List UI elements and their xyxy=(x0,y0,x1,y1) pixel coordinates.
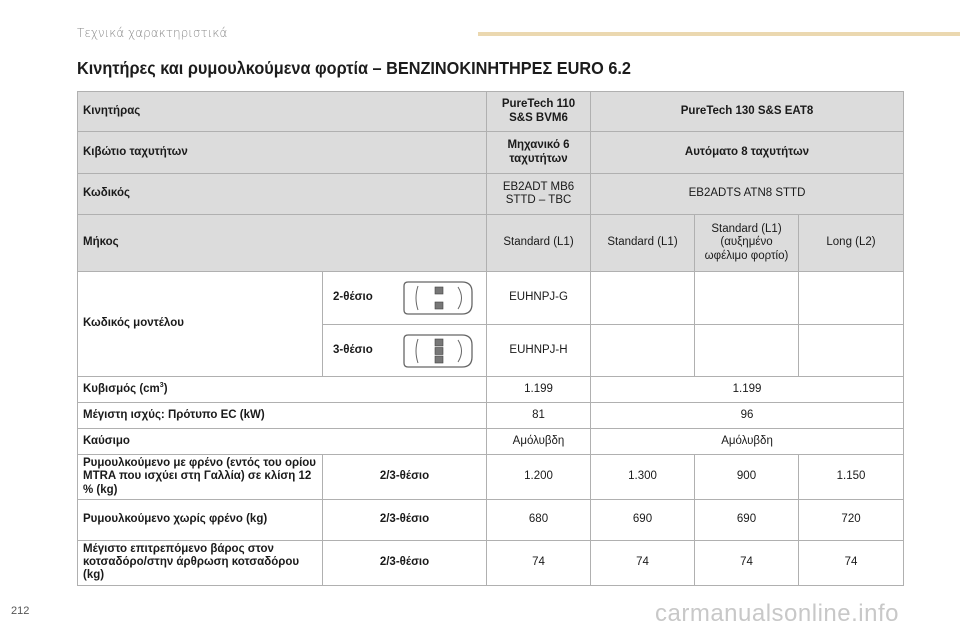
empty-cell xyxy=(799,272,904,325)
braked-value: 1.150 xyxy=(799,455,904,500)
braked-value: 900 xyxy=(695,455,799,500)
header-accent-bar xyxy=(478,32,960,36)
table-row xyxy=(78,132,904,174)
table-row xyxy=(78,403,904,429)
page-number: 212 xyxy=(11,605,30,617)
length-value-4: Long (L2) xyxy=(799,215,904,272)
table-row xyxy=(78,500,904,541)
seat3-value: EUHNPJ-H xyxy=(487,325,591,377)
model-code-label: Κωδικός μοντέλου xyxy=(78,272,323,377)
empty-cell xyxy=(591,325,695,377)
empty-cell xyxy=(695,325,799,377)
power-label: Μέγιστη ισχύς: Πρότυπο EC (kW) xyxy=(78,403,487,429)
table-row xyxy=(78,541,904,586)
engine-value-2: PureTech 130 S&S EAT8 xyxy=(591,92,904,132)
table-row xyxy=(78,92,904,132)
length-label: Μήκος xyxy=(78,215,487,272)
table-row xyxy=(78,174,904,215)
noseweight-seats: 2/3-θέσιο xyxy=(323,541,487,586)
table-row xyxy=(78,429,904,455)
displacement-label: Κυβισμός $(cm^3)$ xyxy=(78,377,487,403)
empty-cell xyxy=(591,272,695,325)
seat2-label: 2-θέσιο xyxy=(333,291,373,304)
section-title: Τεχνικά χαρακτηριστικά xyxy=(77,26,228,40)
engine-value-1: PureTech 110 S&S BVM6 xyxy=(487,92,591,132)
unbraked-value: 720 xyxy=(799,500,904,541)
gearbox-value-1: Μηχανικό 6 ταχυτήτων xyxy=(487,132,591,174)
noseweight-value: 74 xyxy=(487,541,591,586)
braked-value: 1.300 xyxy=(591,455,695,500)
table-row xyxy=(78,377,904,403)
seat2-value: EUHNPJ-G xyxy=(487,272,591,325)
gearbox-value-2: Αυτόματο 8 ταχυτήτων xyxy=(591,132,904,174)
code-value-2: EB2ADTS ATN8 STTD xyxy=(591,174,904,215)
watermark: carmanualsonline.info xyxy=(655,600,899,627)
van-2-seat-icon xyxy=(402,278,474,318)
engine-label: Κινητήρας xyxy=(78,92,487,132)
unbraked-value: 690 xyxy=(695,500,799,541)
noseweight-value: 74 xyxy=(591,541,695,586)
seat3-label: 3-θέσιο xyxy=(333,343,373,356)
table-row xyxy=(78,455,904,500)
page-title: Κινητήρες και ρυμουλκούμενα φορτία – ΒΕΝΖΙΝΟΚΙΝΗΤΗΡΕΣ EURO 6.2 xyxy=(77,58,631,78)
table-row xyxy=(78,215,904,272)
braked-label: Ρυμουλκούμενο με φρένο (εντός του ορίου MTRA που ισχύει στη Γαλλία) σε κλίση 12 % (kg) xyxy=(78,455,323,500)
length-value-3: Standard (L1) (αυξημένο ωφέλιμο φορτίο) xyxy=(695,215,799,272)
engines-table xyxy=(77,91,904,586)
braked-seats: 2/3-θέσιο xyxy=(323,455,487,500)
unbraked-seats: 2/3-θέσιο xyxy=(323,500,487,541)
length-value-2: Standard (L1) xyxy=(591,215,695,272)
gearbox-label: Κιβώτιο ταχυτήτων xyxy=(78,132,487,174)
power-value-1: 81 xyxy=(487,403,591,429)
code-label: Κωδικός xyxy=(78,174,487,215)
unbraked-value: 690 xyxy=(591,500,695,541)
fuel-value-2: Αμόλυβδη xyxy=(591,429,904,455)
displacement-value-1: 1.199 xyxy=(487,377,591,403)
noseweight-value: 74 xyxy=(799,541,904,586)
empty-cell xyxy=(799,325,904,377)
braked-value: 1.200 xyxy=(487,455,591,500)
empty-cell xyxy=(695,272,799,325)
noseweight-value: 74 xyxy=(695,541,799,586)
code-value-1: EB2ADT MB6 STTD – TBC xyxy=(487,174,591,215)
seat2-layout xyxy=(323,278,486,318)
unbraked-label: Ρυμουλκούμενο χωρίς φρένο (kg) xyxy=(78,500,323,541)
van-3-seat-icon xyxy=(402,331,474,371)
table-row xyxy=(78,272,904,325)
power-value-2: 96 xyxy=(591,403,904,429)
length-value-1: Standard (L1) xyxy=(487,215,591,272)
fuel-value-1: Αμόλυβδη xyxy=(487,429,591,455)
displacement-value-2: 1.199 xyxy=(591,377,904,403)
noseweight-label: Μέγιστο επιτρεπόμενο βάρος στον κοτσαδόρο/στην άρθρωση κοτσαδόρου (kg) xyxy=(78,541,323,586)
unbraked-value: 680 xyxy=(487,500,591,541)
fuel-label: Καύσιμο xyxy=(78,429,487,455)
seat3-layout xyxy=(323,331,486,371)
